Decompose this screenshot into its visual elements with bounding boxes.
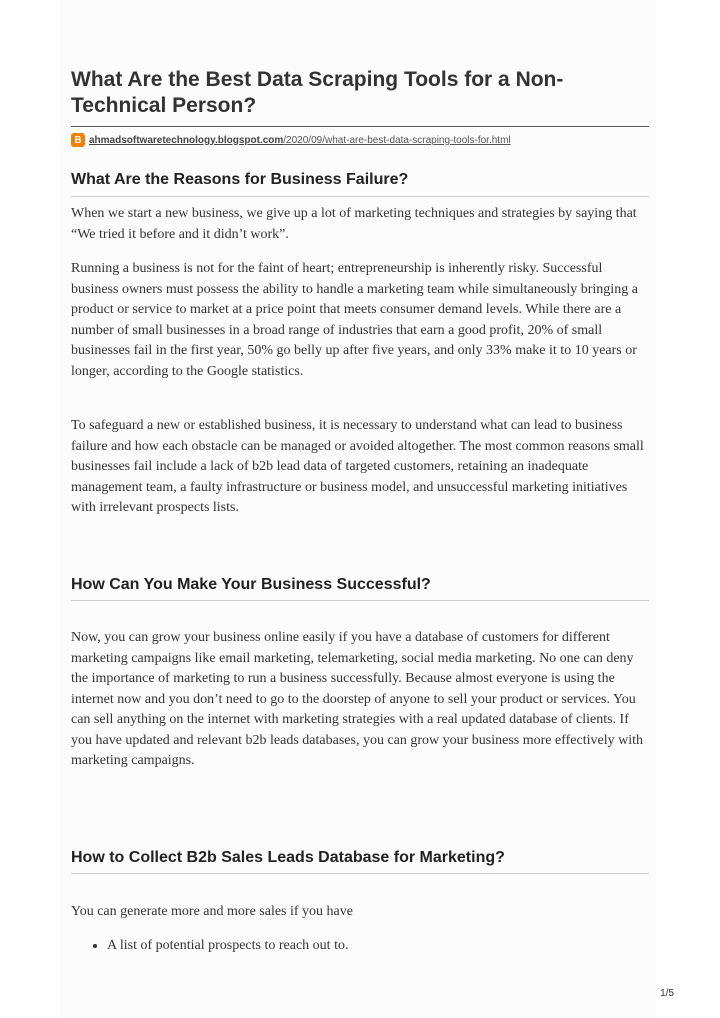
- section-heading: How Can You Make Your Business Successful?: [71, 576, 431, 593]
- paragraph: Now, you can grow your business online easily if you have a database of customers for different marketing campaigns like email marketing, telemarketing, social media marketing. No one can deny the importance of marketing to run a business successfully. Because almost everyone is using the internet now and you don’t need to go to the doorstep of anyone to sell your product or services. You can sell anything on the internet with marketing strategies with a real updated database of clients. If you have updated and relevant b2b leads databases, you can grow your business more effectively with marketing campaigns.: [71, 630, 644, 768]
- section-divider: [71, 196, 649, 197]
- section-divider: [71, 873, 649, 874]
- source-domain[interactable]: ahmadsoftwaretechnology.blogspot.com: [89, 134, 284, 146]
- page-number: 1/5: [660, 988, 674, 999]
- title-divider: [71, 126, 649, 127]
- section-heading: What Are the Reasons for Business Failure?: [71, 171, 409, 188]
- paragraph: Running a business is not for the faint of heart; entrepreneurship is inherently risky. Successful business owners must possess the ability to handle a marketing team while simultaneously bringing a product or service to market at a price point that meets consumer demand levels. While there are a number of small businesses in a broad range of industries that earn a good profit, 20% of small businesses fail in the first year, 50% go belly up after five years, and only 33% make it to 10 years or longer, according to the Google statistics.: [71, 261, 638, 379]
- page-title: What Are the Best Data Scraping Tools for a Non-Technical Person?: [71, 68, 564, 117]
- source-link[interactable]: [71, 132, 511, 148]
- section-heading: How to Collect B2b Sales Leads Database for Marketing?: [71, 849, 505, 866]
- paragraph: To safeguard a new or established business, it is necessary to understand what can lead to business failure and how each obstacle can be managed or avoided altogether. The most common reasons small businesses fail include a lack of b2b lead data of targeted customers, retaining an inadequate management team, a faulty infrastructure or business model, and unsuccessful marketing initiatives with irrelevant prospects lists.: [71, 418, 644, 515]
- paragraph: When we start a new business, we give up a lot of marketing techniques and strategies by saying that “We tried it before and it didn’t work”.: [71, 206, 637, 242]
- paragraph: You can generate more and more sales if you have: [71, 904, 353, 919]
- source-path[interactable]: /2020/09/what-are-best-data-scraping-tools-for.html: [283, 134, 511, 146]
- blogger-icon: B: [71, 133, 85, 147]
- bullet-list: [87, 936, 647, 957]
- section-divider: [71, 600, 649, 601]
- list-item: • A list of potential prospects to reach out to.: [107, 936, 647, 957]
